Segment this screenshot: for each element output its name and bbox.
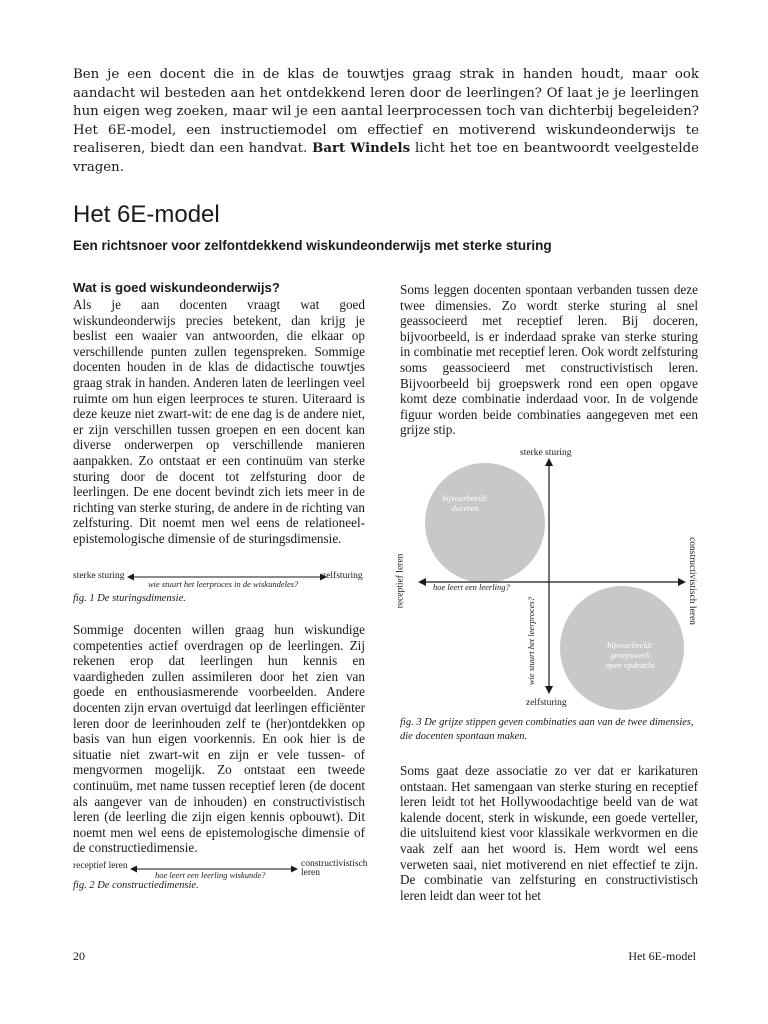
right-column-paragraph-2	[400, 763, 698, 903]
article-subtitle: Een richtsnoer voor zelfontdekkend wiskundeonderwijs met sterke sturing	[73, 238, 552, 253]
fig3-left-label: receptief leren	[395, 553, 406, 609]
section-heading: Wat is goed wiskundeonderwijs?	[73, 280, 280, 295]
fig3-top-label: sterke sturing	[520, 448, 572, 458]
fig3-circle2-line: bijvoorbeeld:	[607, 640, 653, 650]
fig3-caption: fig. 3 De grijze stippen geven combinaties aan van de twee dimensies, die docenten spontaan maken.	[400, 717, 694, 742]
fig3-circle2-line: groepswerk	[610, 650, 650, 660]
paragraph-text: Als je aan docenten vraagt wat goed wiskundeonderwijs precies betekent, dan krijg je beslist een waaier van antwoorden, die elkaar op verschillende punten zullen tegenspreken. Sommige docenten houden in de klas de didactische touwtjes graag strak in handen. Anderen laten de leerlingen veel ruimte om hun eigen leerproces te sturen. Uiteraard is deze keuze niet zwart-wit: de ene dag is de andere niet, er zijn verschillen tussen groepen en een docent kan diverse onderwerpen op verschillende manieren aanpakken. Zo ontstaat er een continuüm van sterke sturing door de docent tot zelfsturing door de leerlingen. De ene docent bevindt zich iets meer in de richting van sterke sturing, de andere in de richting van zelfsturing. Dit noemt men wel eens de relationeel-epistemologische dimensie of de sturingsdimensie.	[73, 297, 365, 546]
page-number: 20	[73, 949, 85, 963]
paragraph-text: Sommige docenten willen graag hun wiskundige competenties actief overdragen op de leerlingen. Zij rekenen erop dat leerlingen hun kennis en vaardigheden zullen assimileren door het zien van goede en enthousiasmerende voorbeelden. Andere docenten zijn ervan overtuigd dat leerlingen efficiënter leren door de leerinhouden zelf te (her)ontdekken op basis van hun eigen voorkennis. En ook hier is de situatie niet zwart-wit en zijn er vele tussen- of mengvormen mogelijk. Zo ontstaat een tweede continuüm, met name tussen receptief leren (de docent als aangever van de inhouden) en constructivistisch leren (de leerling die zijn eigen kennis opbouwt). Dit noemt men wel eens de epistemologische dimensie of de constructiedimensie.	[73, 622, 365, 856]
fig1-arrow-label: wie stuurt het leerproces in de wiskundeles?	[148, 579, 299, 589]
paragraph-text: Soms gaat deze associatie zo ver dat er karikaturen ontstaan. Het samengaan van sterke sturing en receptief leren leidt tot het Hollywoodachtige beeld van de wat kalende docent, sterk in wiskunde, een goede verteller, die uitsluitend kiest voor klassikale werkvormen en die vaak zelf aan het woord is. Hem wordt wel eens verweten saai, niet motiverend en niet effectief te zijn. De combinatie van zelfsturing en constructivistisch leren leidt dan weer tot het	[400, 763, 698, 903]
fig3-h-axis-label: hoe leert een leerling?	[433, 582, 510, 592]
fig3-circle-doceren	[425, 463, 545, 583]
intro-text-after: licht het toe en beantwoordt veelgestelde vragen.	[73, 141, 699, 175]
fig1-left-label: sterke sturing	[73, 571, 125, 581]
left-column-paragraph-1	[73, 297, 365, 547]
fig2-caption: fig. 2 De constructiedimensie.	[73, 880, 199, 891]
fig2-arrow-label: hoe leert een leerling wiskunde?	[155, 870, 266, 880]
fig1-right-label: zelfsturing	[322, 571, 363, 581]
intro-paragraph	[73, 66, 699, 178]
fig2-left-label: receptief leren	[73, 861, 128, 871]
figure-3	[395, 448, 700, 710]
paragraph-text: Soms leggen docenten spontaan verbanden tussen deze twee dimensies. Zo wordt sterke sturing al snel geassocieerd met receptief leren. Bij doceren, bijvoorbeeld, is er inderdaad sprake van sterke sturing in combinatie met receptief leren. Ook wordt zelfsturing soms geassocieerd met constructivistisch leren. Bijvoorbeeld bij groepswerk rond een open opgave komt deze combinatie inderdaad voor. In de volgende figuur worden beide combinaties aangegeven met een grijze stip.	[400, 282, 698, 438]
fig3-circle2-line: open opdracht	[605, 660, 655, 670]
fig3-circle1-text	[430, 493, 500, 513]
fig3-circle2-text	[595, 640, 665, 670]
fig3-circle1-line: bijvoorbeeld:	[442, 493, 488, 503]
fig3-circle1-line: doceren	[451, 503, 479, 513]
article-title: Het 6E-model	[73, 201, 220, 228]
fig3-v-axis-label: wie stuurt het leerproces?	[526, 596, 537, 686]
fig3-bottom-label: zelfsturing	[526, 698, 567, 708]
intro-text-before: Ben je een docent die in de klas de touwtjes graag strak in handen houdt, maar ook aandacht wil besteden aan het ontdekkend leren door de leerlingen? Of laat je je leerlingen hun eigen weg zoeken, maar wil je een aantal leerprocessen toch van dichterbij begeleiden? Het 6E-model, een instructiemodel om effectief en motiverend wiskundeonderwijs te realiseren, biedt dan een handvat.	[73, 67, 699, 157]
fig1-caption: fig. 1 De sturingsdimensie.	[73, 593, 186, 604]
author-name: Bart Windels	[312, 141, 411, 157]
right-column-paragraph-1	[400, 282, 698, 438]
left-column-paragraph-2	[73, 622, 365, 856]
fig2-right-label: constructivistisch leren	[301, 859, 368, 878]
fig3-right-label: constructivistisch leren	[687, 537, 697, 625]
fig3-axes	[400, 448, 700, 710]
running-title: Het 6E-model	[628, 949, 696, 963]
